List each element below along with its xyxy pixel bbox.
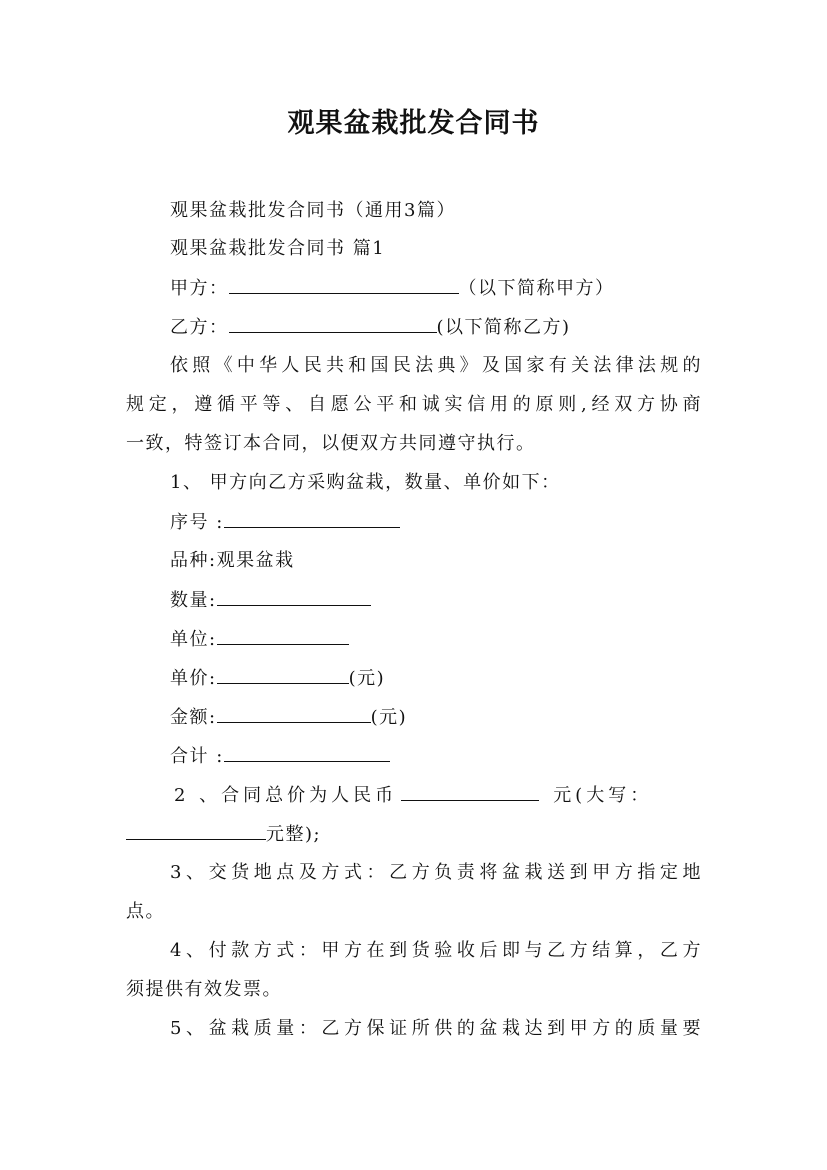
field-seq: 序号 :: [170, 509, 400, 536]
field-total: 合计 :: [170, 743, 390, 770]
field-unit: 单位:: [170, 626, 349, 653]
field-amount-blank: [217, 704, 371, 723]
intro-line-1: 依照《中华人民共和国民法典》及国家有关法律法规的: [170, 355, 702, 376]
field-price: 单价: (元): [170, 665, 385, 692]
party-b-line: [170, 314, 571, 341]
field-unit-blank: [217, 626, 349, 645]
total-price-blank: [401, 782, 539, 801]
party-b-suffix: (以下简称乙方): [436, 317, 571, 338]
intro-line-3: 一致，特签订本合同，以便双方共同遵守执行。: [126, 433, 536, 454]
party-a-line: [170, 275, 615, 302]
clause-3-line-2: 点。: [126, 901, 165, 922]
clause-4-line-1: 4、付款方式：甲方在到货验收后即与乙方结算，乙方: [170, 940, 702, 961]
field-price-blank: [217, 665, 349, 684]
field-variety: 品种:观果盆栽: [170, 550, 295, 571]
clause-1: 1、 甲方向乙方采购盆栽，数量、单价如下：: [170, 472, 561, 493]
field-quantity: 数量:: [170, 587, 371, 614]
clause-2-line-1: 2 、合同总价为人民币 元(大写：: [174, 782, 702, 809]
clause-5-line-1: 5、盆栽质量：乙方保证所供的盆栽达到甲方的质量要: [170, 1018, 702, 1039]
field-seq-blank: [224, 509, 400, 528]
party-a-blank: [229, 275, 459, 294]
field-quantity-blank: [217, 587, 371, 606]
subtitle: 观果盆栽批发合同书（通用3篇）: [170, 200, 456, 221]
field-total-blank: [224, 743, 390, 762]
section-heading: 观果盆栽批发合同书 篇1: [170, 238, 386, 259]
total-price-words-blank: [126, 821, 266, 840]
clause-3-line-1: 3、交货地点及方式：乙方负责将盆栽送到甲方指定地: [170, 862, 702, 883]
clause-4-line-2: 须提供有效发票。: [126, 979, 282, 1000]
party-a-suffix: （以下简称甲方）: [458, 278, 615, 299]
party-a-label: 甲方：: [170, 278, 229, 299]
clause-2-line-2: 元整);: [126, 821, 321, 848]
intro-line-2: 规定，遵循平等、自愿公平和诚实信用的原则,经双方协商: [126, 394, 702, 415]
document-title: 观果盆栽批发合同书: [287, 108, 540, 139]
party-b-blank: [229, 314, 437, 333]
party-b-label: 乙方：: [170, 317, 229, 338]
field-amount: 金额: (元): [170, 704, 407, 731]
